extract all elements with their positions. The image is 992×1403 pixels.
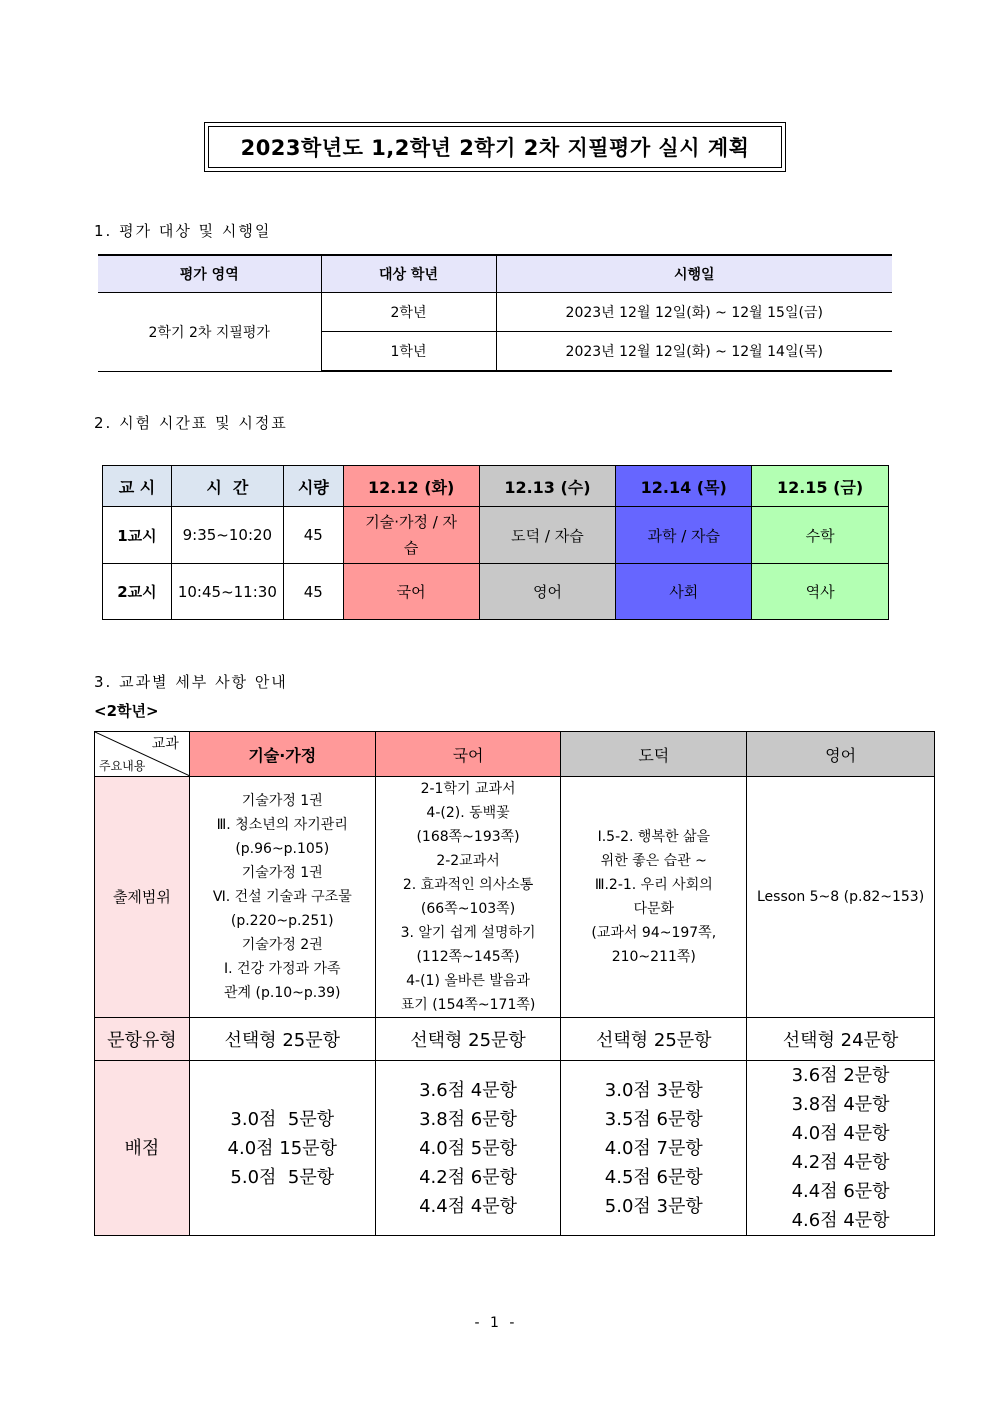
text-line: Ⅲ.2-1. 우리 사회의 bbox=[594, 877, 713, 893]
text-line: 4.0점 5문항 bbox=[419, 1137, 518, 1159]
text-line: 210~211쪽) bbox=[611, 949, 696, 965]
header-time: 시 간 bbox=[171, 466, 283, 507]
table-row bbox=[98, 293, 892, 332]
table-header-row bbox=[98, 255, 892, 293]
section2-heading: 2. 시험 시간표 및 시정표 bbox=[94, 414, 288, 432]
header-duration: 시량 bbox=[283, 466, 343, 507]
range-cell bbox=[561, 777, 747, 1018]
subject-cell: 사회 bbox=[616, 564, 752, 620]
text-line: Ⅲ. 청소년의 자기관리 bbox=[216, 817, 348, 833]
timetable-row bbox=[103, 507, 889, 564]
score-cell bbox=[747, 1061, 935, 1236]
score-row bbox=[95, 1061, 935, 1236]
subjects-header-row bbox=[95, 732, 935, 777]
text-line: 2. 효과적인 의사소통 bbox=[402, 877, 534, 893]
text-line: 3.6점 4문항 bbox=[419, 1079, 518, 1101]
header-period: 교 시 bbox=[103, 466, 172, 507]
text-line: 4.0점 15문항 bbox=[227, 1137, 337, 1159]
header-day-tue: 12.12 (화) bbox=[343, 466, 479, 507]
grade-cell: 1학년 bbox=[321, 332, 496, 372]
text-line: 2-1학기 교과서 bbox=[420, 781, 516, 797]
text-line: 3.8점 4문항 bbox=[791, 1094, 890, 1115]
duration-cell: 45 bbox=[283, 564, 343, 620]
text-line: 4.4점 4문항 bbox=[419, 1195, 518, 1217]
text-line: 4-(1) 올바른 발음과 bbox=[406, 973, 530, 989]
grade-subheading: <2학년> bbox=[94, 702, 159, 720]
exam-timetable bbox=[102, 465, 889, 620]
text-line: 기술가정 1권 bbox=[241, 793, 323, 809]
text-line: (p.96~p.105) bbox=[235, 841, 330, 857]
corner-bottom-label: 주요내용 bbox=[99, 759, 146, 773]
subject-cell: 과학 / 자습 bbox=[616, 507, 752, 564]
area-cell: 2학기 2차 지필평가 bbox=[98, 293, 321, 372]
header-day-wed: 12.13 (수) bbox=[479, 466, 616, 507]
row-label: 배점 bbox=[95, 1061, 190, 1236]
range-cell bbox=[747, 777, 935, 1018]
subject-header: 영어 bbox=[747, 732, 935, 777]
text-line: 3.5점 6문항 bbox=[604, 1108, 703, 1130]
qtype-cell: 선택형 25문항 bbox=[375, 1018, 561, 1061]
corner-top-label: 교과 bbox=[151, 736, 179, 752]
header-grade: 대상 학년 bbox=[321, 255, 496, 293]
text-line: 4.4점 6문항 bbox=[791, 1181, 890, 1202]
subject-cell: 도덕 / 자습 bbox=[479, 507, 616, 564]
text-line: 3.0점 3문항 bbox=[604, 1079, 703, 1101]
section1-heading: 1. 평가 대상 및 시행일 bbox=[94, 222, 272, 240]
subject-cell: 국어 bbox=[343, 564, 479, 620]
text-line: (교과서 94~197쪽, bbox=[591, 925, 717, 941]
range-row bbox=[95, 777, 935, 1018]
date-cell: 2023년 12월 12일(화) ~ 12월 14일(목) bbox=[496, 332, 892, 372]
question-type-row bbox=[95, 1018, 935, 1061]
text-line: (66쪽~103쪽) bbox=[420, 901, 516, 917]
time-cell: 10:45~11:30 bbox=[171, 564, 283, 620]
text-line: 4.2점 6문항 bbox=[419, 1166, 518, 1188]
text-line: 2-2교과서 bbox=[436, 853, 500, 869]
header-area: 평가 영역 bbox=[98, 255, 321, 293]
subject-details-table bbox=[94, 731, 935, 1236]
time-cell: 9:35~10:20 bbox=[171, 507, 283, 564]
score-cell bbox=[561, 1061, 747, 1236]
text-line: (112쪽~145쪽) bbox=[416, 949, 520, 965]
text-line: 위한 좋은 습관 ~ bbox=[600, 853, 707, 869]
subject-cell: 수학 bbox=[752, 507, 889, 564]
text-line: 4-(2). 동백꽃 bbox=[426, 805, 510, 821]
duration-cell: 45 bbox=[283, 507, 343, 564]
text-line: 5.0점 3문항 bbox=[604, 1195, 703, 1217]
range-cell bbox=[189, 777, 375, 1018]
qtype-cell: 선택형 24문항 bbox=[747, 1018, 935, 1061]
subject-header: 도덕 bbox=[561, 732, 747, 777]
text-line: 관계 (p.10~p.39) bbox=[224, 985, 341, 1001]
row-label: 문항유형 bbox=[95, 1018, 190, 1061]
text-line: 기술가정 1권 bbox=[241, 865, 323, 881]
date-cell: 2023년 12월 12일(화) ~ 12월 15일(금) bbox=[496, 293, 892, 332]
text-line: Ⅰ.5-2. 행복한 삶을 bbox=[597, 829, 710, 845]
subject-cell: 영어 bbox=[479, 564, 616, 620]
score-cell bbox=[375, 1061, 561, 1236]
period-cell: 1교시 bbox=[103, 507, 172, 564]
text-line: Ⅵ. 건설 기술과 구조물 bbox=[212, 889, 352, 905]
evaluation-schedule-table bbox=[98, 254, 892, 372]
range-cell bbox=[375, 777, 561, 1018]
text-line: Lesson 5~8 (p.82~153) bbox=[757, 889, 925, 905]
text-line: 4.0점 7문항 bbox=[604, 1137, 703, 1159]
text-line: (168쪽~193쪽) bbox=[416, 829, 520, 845]
page-title: 2023학년도 1,2학년 2학기 2차 지필평가 실시 계획 bbox=[208, 126, 782, 168]
score-cell bbox=[189, 1061, 375, 1236]
subject-header: 기술·가정 bbox=[189, 732, 375, 777]
text-line: 4.0점 4문항 bbox=[791, 1123, 890, 1144]
text-line: 3.0점 5문항 bbox=[230, 1108, 335, 1130]
qtype-cell: 선택형 25문항 bbox=[561, 1018, 747, 1061]
text-line: 5.0점 5문항 bbox=[230, 1166, 335, 1188]
header-day-thu: 12.14 (목) bbox=[616, 466, 752, 507]
page-number: - 1 - bbox=[474, 1315, 518, 1331]
text-line: 다문화 bbox=[633, 901, 675, 917]
corner-cell bbox=[95, 732, 190, 777]
text-line: 3.6점 2문항 bbox=[791, 1065, 890, 1086]
row-label: 출제범위 bbox=[95, 777, 190, 1018]
timetable-header-row bbox=[103, 466, 889, 507]
text-line: (p.220~p.251) bbox=[230, 913, 334, 929]
text-line: 4.6점 4문항 bbox=[791, 1210, 890, 1231]
text-line: 기술가정 2권 bbox=[241, 937, 323, 953]
text-line: 4.5점 6문항 bbox=[604, 1166, 703, 1188]
section3-heading: 3. 교과별 세부 사항 안내 bbox=[94, 673, 288, 691]
qtype-cell: 선택형 25문항 bbox=[189, 1018, 375, 1061]
title-box bbox=[204, 122, 786, 172]
grade-cell: 2학년 bbox=[321, 293, 496, 332]
text-line: 3. 알기 쉽게 설명하기 bbox=[400, 925, 536, 941]
timetable-row bbox=[103, 564, 889, 620]
text-line: 4.2점 4문항 bbox=[791, 1152, 890, 1173]
period-cell: 2교시 bbox=[103, 564, 172, 620]
subject-cell: 기술·가정 / 자습 bbox=[343, 507, 479, 564]
text-line: 표기 (154쪽~171쪽) bbox=[400, 997, 536, 1013]
text-line: Ⅰ. 건강 가정과 가족 bbox=[223, 961, 341, 977]
header-date: 시행일 bbox=[496, 255, 892, 293]
subject-cell: 역사 bbox=[752, 564, 889, 620]
header-day-fri: 12.15 (금) bbox=[752, 466, 889, 507]
subject-header: 국어 bbox=[375, 732, 561, 777]
text-line: 3.8점 6문항 bbox=[419, 1108, 518, 1130]
